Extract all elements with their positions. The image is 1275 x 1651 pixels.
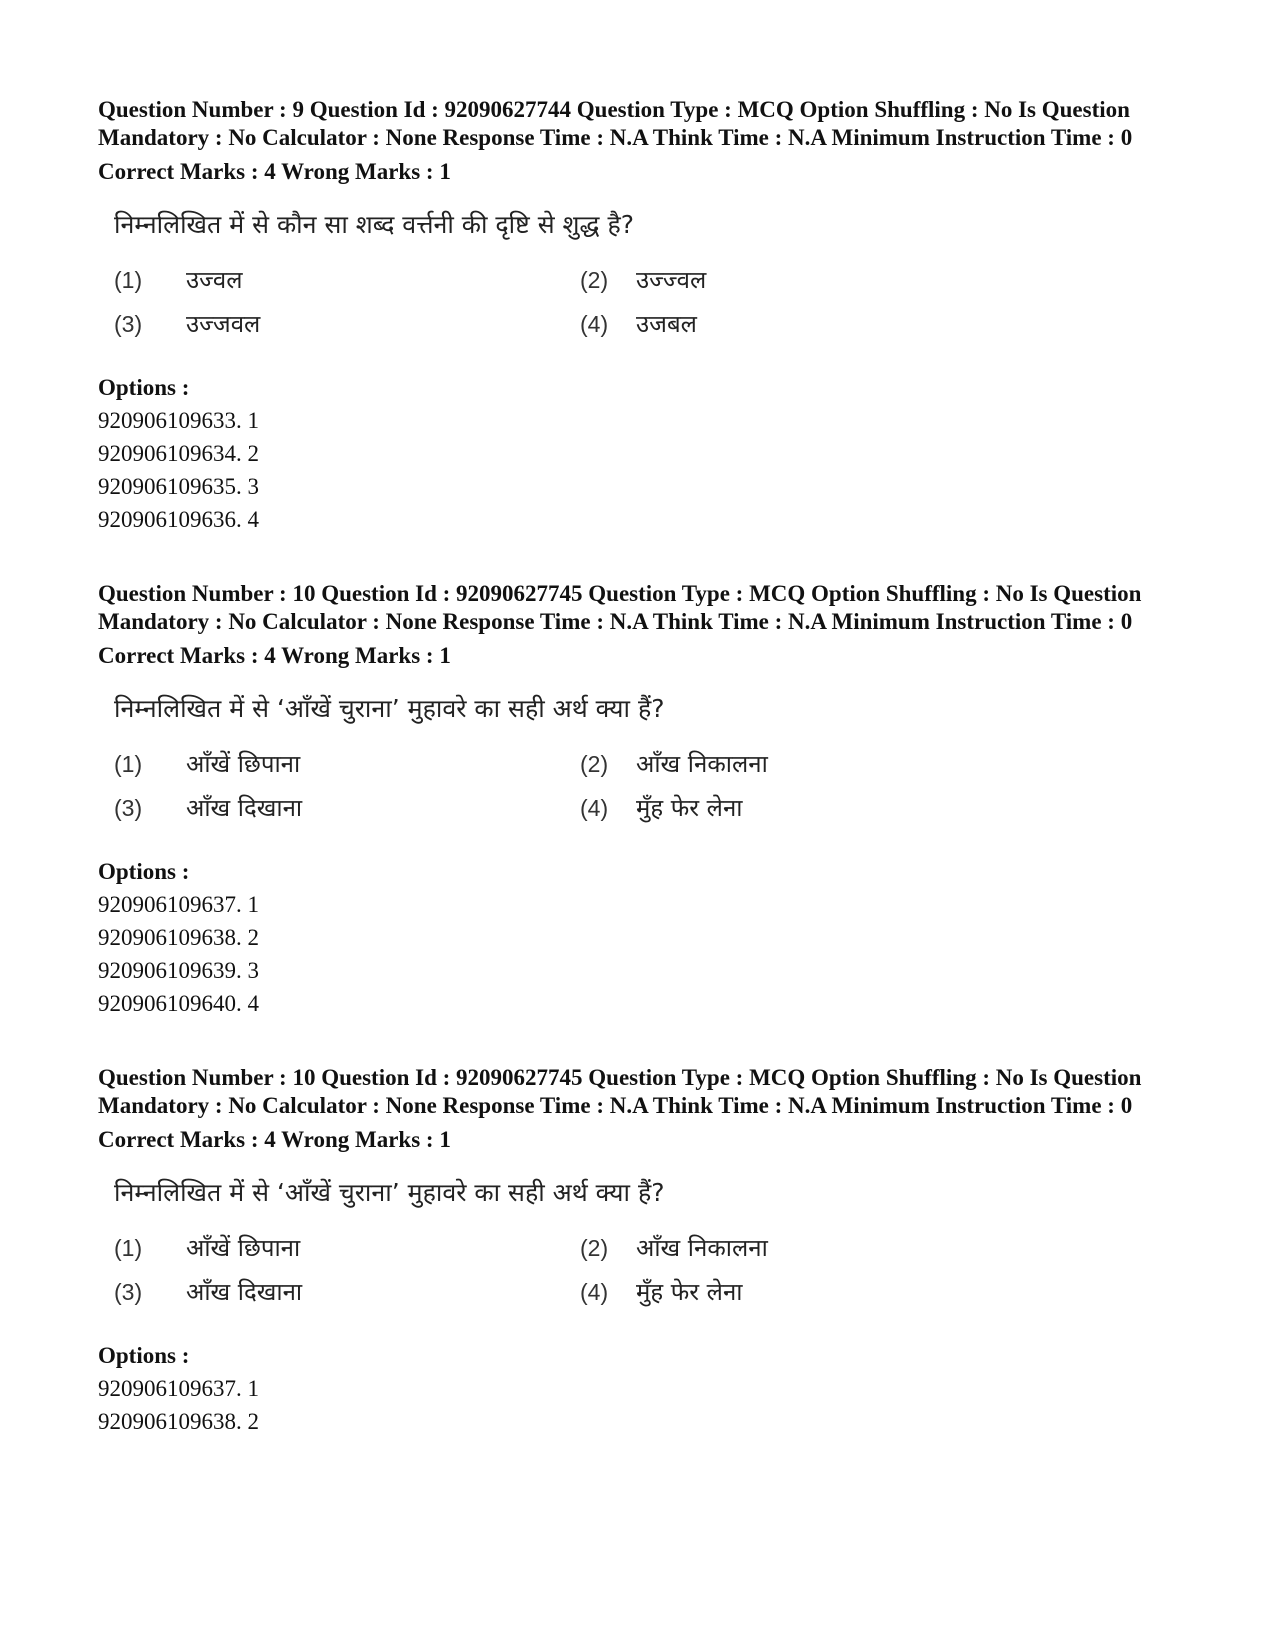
question-text: निम्नलिखित में से ‘आँखें चुराना’ मुहावरे का सही अर्थ क्या हैं? [114,694,665,723]
question-figure [114,1176,874,1328]
choice-3 [114,1276,302,1308]
block-gap [98,1018,1178,1064]
question-block-9 [98,96,1178,534]
question-text: निम्नलिखित में से ‘आँखें चुराना’ मुहावरे का सही अर्थ क्या हैं? [114,1178,665,1207]
choice-4 [580,792,742,824]
choice-number: (3) [114,1279,143,1305]
options-heading: Options : [98,375,190,400]
option-id-row: 920906109639. 3 [98,958,259,983]
option-id-row: 920906109640. 4 [98,991,259,1016]
options-heading: Options : [98,1343,190,1368]
choice-text: उज्जवल [186,310,261,338]
option-id-row: 920906109634. 2 [98,441,259,466]
choice-text: मुँह फेर लेना [636,794,743,822]
question-figure [114,208,874,360]
choice-number: (2) [580,751,609,777]
question-meta: Question Number : 10 Question Id : 92090627745 Question Type : MCQ Option Shuffling : No Is Question Mandatory : No Calculator : None Response Time : N.A Think Time : N.A Minimum Instruction Time : 0 [98,1065,1142,1118]
choice-text: आँखें छिपाना [186,1234,301,1262]
choice-number: (3) [114,795,143,821]
question-text: निम्नलिखित में से कौन सा शब्द वर्त्तनी की दृष्टि से शुद्ध है? [114,210,635,239]
question-block-10-repeat [98,1064,1178,1436]
choice-2 [580,1232,768,1264]
choice-text: आँखें छिपाना [186,750,301,778]
choice-text: आँख निकालना [636,1234,768,1262]
option-id-row: 920906109637. 1 [98,892,259,917]
option-id-row: 920906109638. 2 [98,1409,259,1434]
question-paper-page [98,96,1178,1436]
question-figure [114,692,874,844]
question-block-10 [98,580,1178,1018]
choice-1 [114,1232,300,1264]
question-marks: Correct Marks : 4 Wrong Marks : 1 [98,159,451,184]
block-gap [98,534,1178,580]
choice-number: (4) [580,311,609,337]
options-heading: Options : [98,859,190,884]
choice-number: (1) [114,267,143,293]
choice-3 [114,792,302,824]
choice-number: (2) [580,267,609,293]
choice-number: (4) [580,795,609,821]
choice-text: उजबल [636,310,697,338]
choice-text: आँख दिखाना [186,1278,303,1306]
choice-4 [580,1276,742,1308]
choice-3 [114,308,260,340]
option-id-row: 920906109633. 1 [98,408,259,433]
question-meta: Question Number : 10 Question Id : 92090627745 Question Type : MCQ Option Shuffling : No Is Question Mandatory : No Calculator : None Response Time : N.A Think Time : N.A Minimum Instruction Time : 0 [98,581,1142,634]
choice-text: उज्ज्वल [636,266,707,294]
choice-text: आँख दिखाना [186,794,303,822]
choice-number: (2) [580,1235,609,1261]
choice-number: (4) [580,1279,609,1305]
choice-2 [580,264,706,296]
choice-2 [580,748,768,780]
choice-text: आँख निकालना [636,750,768,778]
choice-text: उज्वल [186,266,243,294]
question-marks: Correct Marks : 4 Wrong Marks : 1 [98,643,451,668]
choice-text: मुँह फेर लेना [636,1278,743,1306]
choice-number: (1) [114,751,143,777]
choice-1 [114,748,300,780]
choice-4 [580,308,697,340]
question-marks: Correct Marks : 4 Wrong Marks : 1 [98,1127,451,1152]
option-id-row: 920906109637. 1 [98,1376,259,1401]
option-id-row: 920906109638. 2 [98,925,259,950]
choice-1 [114,264,243,296]
option-id-row: 920906109635. 3 [98,474,259,499]
question-meta: Question Number : 9 Question Id : 92090627744 Question Type : MCQ Option Shuffling : No Is Question Mandatory : No Calculator : None Response Time : N.A Think Time : N.A Minimum Instruction Time : 0 [98,97,1133,150]
option-id-row: 920906109636. 4 [98,507,259,532]
choice-number: (3) [114,311,143,337]
choice-number: (1) [114,1235,143,1261]
